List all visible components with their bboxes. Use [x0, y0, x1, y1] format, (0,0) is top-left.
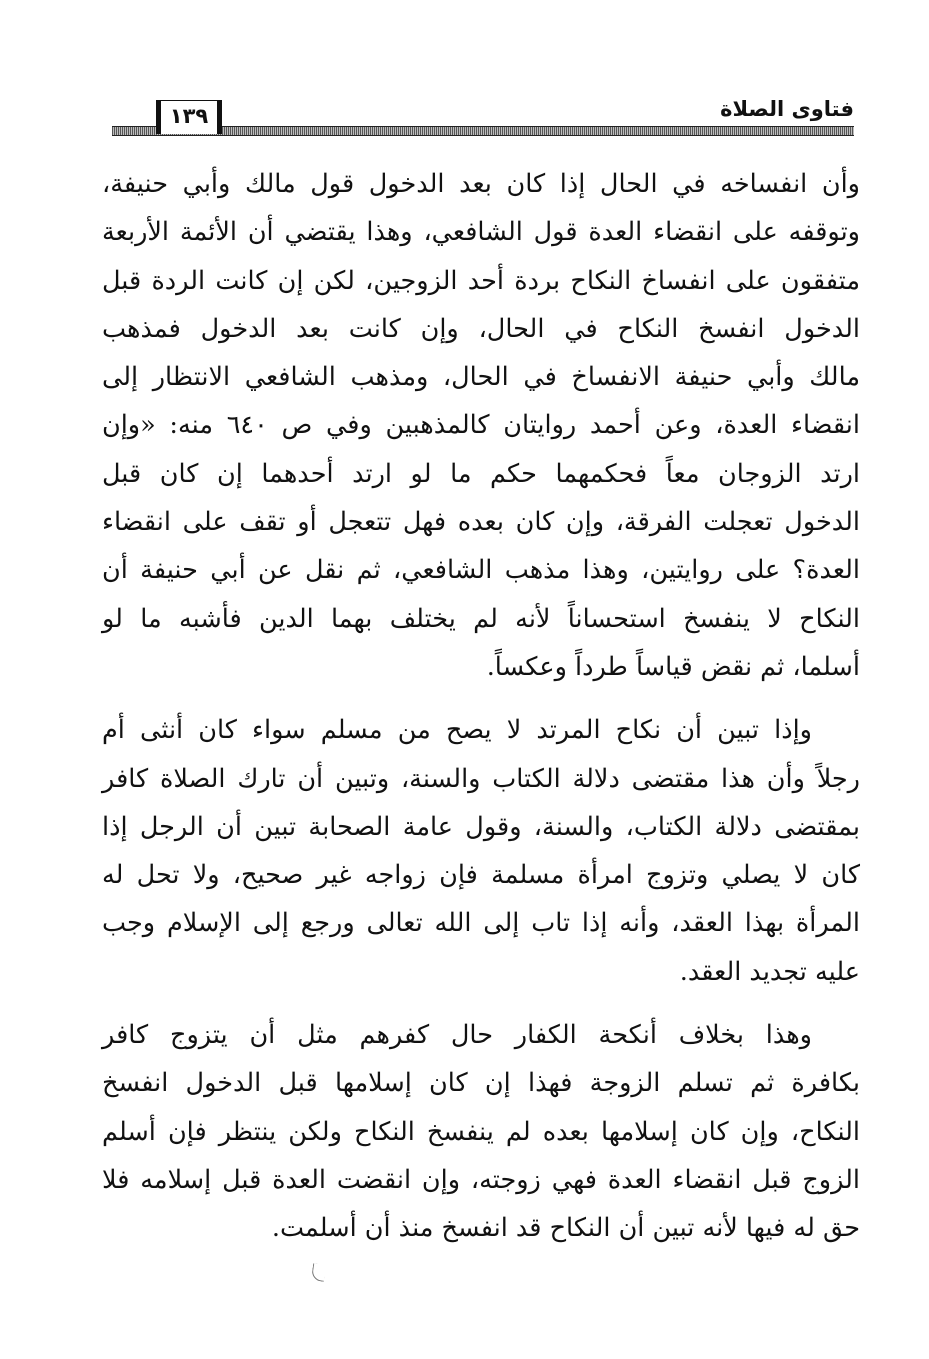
text-line: كان لا يصلي وتزوج امرأة مسلمة فإن زواجه غير صحيح، ولا تحل له: [102, 860, 860, 891]
text-line: متفقون على انفساخ النكاح بردة أحد الزوجين، لكن إن كانت الردة قبل: [102, 265, 860, 296]
stray-pen-mark: [311, 1263, 326, 1282]
text-line: النكاح لا ينفسخ استحساناً لأنه لم يختلف بهما الدين فأشبه ما لو: [102, 603, 860, 634]
text-line: ارتد الزوجان معاً فحكمهما حكم ما لو ارتد أحدهما إن كان قبل: [102, 458, 860, 489]
text-line: بكافرة ثم تسلم الزوجة فهذا إن كان إسلامها قبل الدخول انفسخ: [102, 1068, 860, 1099]
text-line: أسلما، ثم نقض قياساً طرداً وعكساً.: [486, 651, 860, 682]
paragraph-3: [102, 1011, 860, 1252]
text-line: المرأة بهذا العقد، وأنه إذا تاب إلى الله تعالى ورجع إلى الإسلام وجب: [102, 908, 860, 939]
text-line: الدخول تعجلت الفرقة، وإن كان بعده فهل تتعجل أو تقف على انقضاء: [102, 507, 860, 538]
text-line: بمقتضى دلالة الكتاب، والسنة، وقول عامة الصحابة تبين أن الرجل إذا: [102, 811, 860, 842]
text-line: انقضاء العدة، وعن أحمد روايتان كالمذهبين وفي ص ٦٤٠ منه: «وإن: [102, 410, 860, 441]
text-line: النكاح، وإن كان إسلامها بعده لم ينفسخ النكاح ولكن ينتظر فإن أسلم: [102, 1116, 860, 1147]
paragraph-2: [102, 706, 860, 996]
text-line: العدة؟ على روايتين، وهذا مذهب الشافعي، ثم نقل عن أبي حنيفة أن: [102, 555, 860, 586]
running-title: فتاوى الصلاة: [710, 96, 854, 126]
text-line: وأن انفساخه في الحال إذا كان بعد الدخول قول مالك وأبي حنيفة،: [102, 169, 860, 199]
text-line: الزوج قبل انقضاء العدة فهي زوجته، وإن انقضت العدة قبل إسلامه فلا: [102, 1164, 860, 1195]
text-line: رجلاً وأن هذا مقتضى دلالة الكتاب والسنة، وتبين أن تارك الصلاة كافر: [102, 763, 860, 794]
text-line: مالك وأبي حنيفة الانفساخ في الحال، ومذهب الشافعي الانتظار إلى: [102, 362, 860, 393]
paragraph-1: [102, 160, 860, 691]
body-text: [102, 160, 860, 1253]
text-line: وهذا بخلاف أنكحة الكفار حال كفرهم مثل أن يتزوج كافر: [102, 1020, 812, 1051]
header-rule: [112, 126, 854, 136]
text-line: حق له فيها لأنه تبين أن النكاح قد انفسخ منذ أن أسلمت.: [271, 1213, 860, 1244]
page-header: [112, 96, 854, 138]
text-line: وإذا تبين أن نكاح المرتد لا يصح من مسلم سواء كان أنثى أم: [102, 715, 812, 746]
text-line: الدخول انفسخ النكاح في الحال، وإن كانت بعد الدخول فمذهب: [102, 313, 860, 344]
page-number-box: [156, 100, 222, 134]
text-line: وتوقفه على انقضاء العدة قول الشافعي، وهذا يقتضي أن الأئمة الأربعة: [102, 217, 860, 248]
page-number: ١٣٩: [169, 104, 209, 128]
text-line: عليه تجديد العقد.: [679, 956, 860, 987]
